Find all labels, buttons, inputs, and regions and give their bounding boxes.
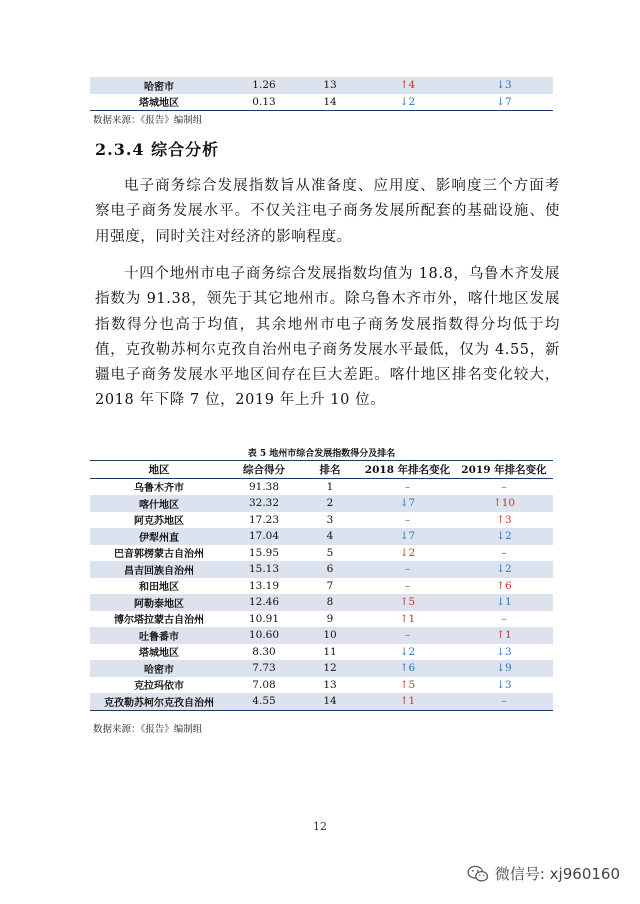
change-2019-cell: – <box>501 612 507 625</box>
rank-cell: 2 <box>300 495 360 512</box>
change-2018-cell: – <box>404 579 411 592</box>
table-header-row <box>90 461 553 479</box>
score-cell: 10.91 <box>248 612 280 625</box>
change-2018-cell: ↓2 <box>399 95 416 108</box>
table-caption: 表 5 地州市综合发展指数得分及排名 <box>247 449 396 459</box>
score-cell: 15.95 <box>248 546 280 559</box>
change-2019-cell: ↓2 <box>455 528 553 545</box>
change-2018-cell: – <box>360 561 455 578</box>
rank-cell: 7 <box>326 579 334 592</box>
rank-cell: 12 <box>300 660 360 677</box>
region-cell: 塔城地区 <box>139 648 179 660</box>
page-number: 12 <box>313 820 327 833</box>
rank-cell: 5 <box>326 546 334 559</box>
table-row <box>90 94 553 111</box>
score-cell: 1.26 <box>228 77 300 94</box>
rank-cell: 13 <box>323 678 337 691</box>
region-cell: 克拉玛依市 <box>134 681 184 693</box>
table-row <box>90 561 553 578</box>
score-cell: 7.08 <box>252 678 276 691</box>
main-table-body <box>90 478 553 710</box>
change-2018-cell: ↑6 <box>360 660 455 677</box>
region-cell: 和田地区 <box>139 582 179 594</box>
change-2018-cell: ↑5 <box>399 678 416 691</box>
rank-cell: 14 <box>300 693 360 710</box>
change-2018-cell: – <box>360 627 455 644</box>
rank-cell: 8 <box>300 594 360 611</box>
change-2018-cell: ↓2 <box>399 645 416 658</box>
change-2019-cell: ↓3 <box>455 77 553 94</box>
watermark-text: 微信号: xj960160 <box>494 865 620 883</box>
change-2019-cell: ↑10 <box>455 495 553 512</box>
rank-cell: 10 <box>300 627 360 644</box>
score-cell: 17.23 <box>248 513 280 526</box>
score-cell: 10.60 <box>228 627 300 644</box>
change-2018-cell: ↓2 <box>399 546 416 559</box>
change-2018-cell: ↓7 <box>360 495 455 512</box>
header-region: 地区 <box>90 461 228 479</box>
table-row <box>90 611 553 628</box>
region-cell: 塔城地区 <box>139 98 179 110</box>
table-row <box>90 77 553 94</box>
change-2019-cell: – <box>501 480 507 493</box>
region-cell: 伊犁州直 <box>90 528 228 545</box>
change-2019-cell: – <box>455 693 553 710</box>
change-2018-cell: – <box>404 480 411 493</box>
score-cell: 0.13 <box>252 95 276 108</box>
header-change-2019: 2019 年排名变化 <box>455 461 553 479</box>
table-row <box>90 495 553 512</box>
region-cell: 博尔塔拉蒙古自治州 <box>114 615 204 627</box>
wechat-icon <box>467 865 489 883</box>
region-cell: 阿勒泰地区 <box>90 594 228 611</box>
rank-cell: 14 <box>323 95 337 108</box>
change-2018-cell: – <box>404 513 411 526</box>
region-cell: 哈密市 <box>90 660 228 677</box>
change-2019-cell: ↓9 <box>455 660 553 677</box>
score-cell: 15.13 <box>228 561 300 578</box>
rank-cell: 4 <box>300 528 360 545</box>
rank-cell: 6 <box>300 561 360 578</box>
header-rank: 排名 <box>300 461 360 479</box>
change-2018-cell: ↑1 <box>360 693 455 710</box>
table-row <box>90 660 553 677</box>
region-cell: 阿克苏地区 <box>134 516 184 528</box>
score-cell: 12.46 <box>228 594 300 611</box>
rank-cell: 11 <box>323 645 337 658</box>
score-cell: 13.19 <box>248 579 280 592</box>
table-row <box>90 478 553 495</box>
region-cell: 克孜勒苏柯尔克孜自治州 <box>90 693 228 710</box>
main-table <box>90 460 553 711</box>
top-table-source: 数据来源：《报告》编制组 <box>93 115 203 126</box>
change-2019-cell: ↓3 <box>496 645 512 658</box>
region-cell: 哈密市 <box>90 77 228 94</box>
rank-cell: 13 <box>300 77 360 94</box>
watermark <box>467 863 620 884</box>
score-cell: 17.04 <box>228 528 300 545</box>
table-row <box>90 594 553 611</box>
change-2019-cell: ↓3 <box>496 678 512 691</box>
change-2019-cell: ↑1 <box>455 627 553 644</box>
change-2019-cell: ↑6 <box>496 579 512 592</box>
region-cell: 吐鲁番市 <box>90 627 228 644</box>
table-row <box>90 528 553 545</box>
score-cell: 91.38 <box>248 480 280 493</box>
main-table-source: 数据来源：《报告》编制组 <box>93 724 203 735</box>
region-cell: 昌吉回族自治州 <box>90 561 228 578</box>
change-2018-cell: ↑1 <box>399 612 416 625</box>
change-2019-cell: ↑3 <box>496 513 512 526</box>
score-cell: 8.30 <box>252 645 276 658</box>
table-row <box>90 512 553 529</box>
header-change-2018: 2018 年排名变化 <box>360 461 455 479</box>
paragraph-1: 电子商务综合发展指数旨从准备度、应用度、影响度三个方面考察电子商务发展水平。不仅关注电子商务发展所配套的基础设施、使用强度，同时关注对经济的影响程度。 <box>95 178 560 245</box>
table-row <box>90 627 553 644</box>
table-row <box>90 693 553 710</box>
change-2019-cell: ↓2 <box>455 561 553 578</box>
table-row <box>90 677 553 694</box>
table-row <box>90 578 553 595</box>
rank-cell: 3 <box>326 513 334 526</box>
region-cell: 巴音郭楞蒙古自治州 <box>114 549 204 561</box>
region-cell: 喀什地区 <box>90 495 228 512</box>
region-cell: 乌鲁木齐市 <box>134 483 184 495</box>
change-2018-cell: ↓7 <box>360 528 455 545</box>
score-cell: 4.55 <box>228 693 300 710</box>
section-heading: 2.3.4 综合分析 <box>95 140 220 159</box>
score-cell: 7.73 <box>228 660 300 677</box>
paragraph-2: 十四个地州市电子商务综合发展指数均值为 18.8，乌鲁木齐发展指数为 91.38，领先于其它地州市。除乌鲁木齐市外，喀什地区发展指数得分也高于均值，其余地州市电子商务发展指数得分均低于均值，克孜勒苏柯尔克孜自治州电子商务发展水平最低，仅为 4.55，新疆电子商务发展水平地区间存在巨大差距。喀什地区排名变化较大，2018 年下降 7 位，2019 年上升 10 位。 <box>95 266 560 409</box>
change-2019-cell: ↓7 <box>496 95 512 108</box>
score-cell: 32.32 <box>228 495 300 512</box>
rank-cell: 1 <box>326 480 334 493</box>
table-row <box>90 644 553 661</box>
header-score: 综合得分 <box>228 461 300 479</box>
change-2018-cell: ↑5 <box>360 594 455 611</box>
change-2019-cell: ↓1 <box>455 594 553 611</box>
change-2018-cell: ↑4 <box>360 77 455 94</box>
top-table <box>90 77 553 111</box>
rank-cell: 9 <box>326 612 334 625</box>
table-row <box>90 545 553 562</box>
change-2019-cell: – <box>501 546 507 559</box>
